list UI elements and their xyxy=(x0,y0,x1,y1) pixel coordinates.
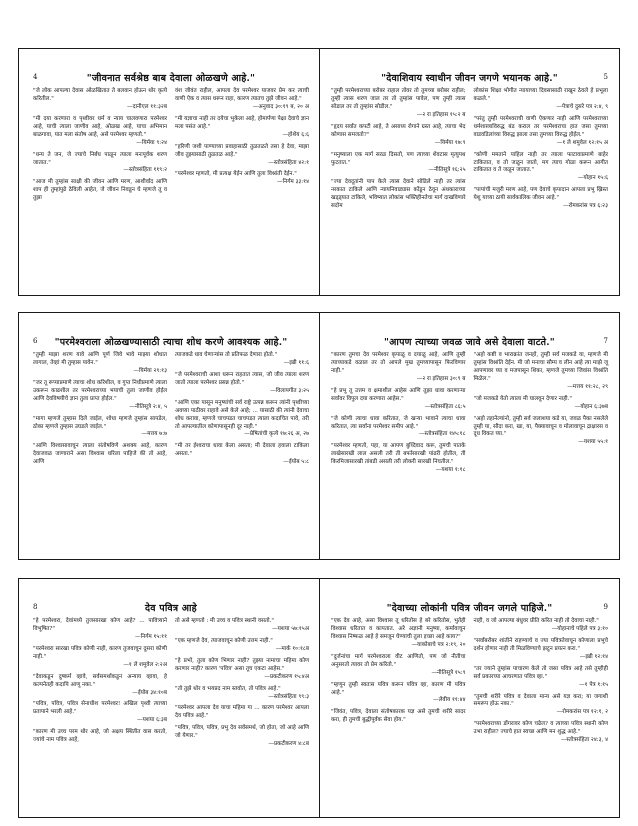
verse-text: "परंतु तुम्ही परमेश्वराची वाणी ऐकणार नाही आणि परमेश्वराच्या धर्मशास्त्राविरुद्ध बंड कराल तर परमेश्वराचा हात जसा तुमच्या वाडवडिलांच्या विरुद्ध झाला तसा तुमच्या विरुद्ध होईल." xyxy=(473,115,608,138)
verse-text: "पापांची मजुरी मरण आहे, पण देवाचे कृपादान आपला प्रभु ख्रिस्त येशू याच्या ठायी सार्वकालिक जीवन आहे." xyxy=(473,187,608,202)
verse-reference: —ईयोब ५:८ xyxy=(283,459,309,466)
verse-block xyxy=(175,705,309,721)
verse-reference: —स्तोत्रसंहिता ९९:३ xyxy=(268,693,309,700)
verse-reference: —प्रकटीकरण १५:४अ xyxy=(264,673,309,680)
verse-block xyxy=(33,674,167,698)
verse-reference: —नीतिसूत्रे १६:२५ xyxy=(428,167,466,174)
text-column xyxy=(474,618,609,749)
verse-text: "कारण तुमचा देव परमेश्वर कृपाळू व दयाळू आहे, आणि तुम्ही त्याच्याकडे वळाल तर तो आपले मुख तुमच्यापासून फिरविणार नाही." xyxy=(331,352,466,374)
verse-reference: —रोमकरांस पत्र १२:१, २ xyxy=(556,709,608,716)
verse-block xyxy=(33,116,167,148)
page-number: 5 xyxy=(603,73,608,81)
verse-reference: —नीतिसूत्रे १५:९ xyxy=(431,669,466,676)
page-4 xyxy=(19,49,320,295)
verse-reference: —निर्गम १५:११ xyxy=(135,633,167,640)
verse-reference: —मत्तय ७:७ xyxy=(141,431,167,438)
verse-block xyxy=(175,400,309,440)
verse-block xyxy=(33,729,167,745)
verse-text: "हे प्रभो, तुला कोण भिणार नाही? तुझ्या नामाचा महिमा कोण करणार नाही? कारण 'पवित्र' असा तूच एकटा आहेस." xyxy=(175,657,309,672)
verse-reference: —यिर्मया ९:२४ xyxy=(136,139,167,146)
verse-block xyxy=(175,116,309,140)
verse-block xyxy=(175,658,309,682)
text-columns xyxy=(331,352,608,479)
verse-text: "परमेश्वराच्या डोंगरावर कोण चढेल? व त्याच्या पवित्र स्थानी कोण उभा राहील? ज्याचे हात स्वच्छ आणि मन शुद्ध आहे." xyxy=(473,721,608,736)
text-columns xyxy=(331,618,608,749)
verse-block xyxy=(474,416,609,448)
verse-reference: —यशया ५५:१ xyxy=(578,439,608,446)
verse-text: "परमेश्वरा सारखा पवित्र कोणी नाही, कारण तुजवाचून दुसरा कोणी नाही." xyxy=(33,645,167,660)
verse-block xyxy=(474,666,609,690)
verse-text: "एक म्हणजे देव, त्याजवाचून कोणी उत्तम नाही." xyxy=(175,637,273,644)
verse-block xyxy=(33,152,167,176)
verse-block xyxy=(175,88,309,112)
verse-block xyxy=(33,88,167,112)
page-5 xyxy=(319,49,620,295)
verse-reference: —२ रा इतिहास ३०:९ ब xyxy=(416,375,466,382)
verse-text: "तर ज्याने तुम्हांस पाचारण केले तो जसा पवित्र आहे तसे तुम्हीही सर्व प्रकारच्या आचरणात पवित्र व्हा." xyxy=(473,665,608,680)
verse-text: "तुम्ही परमेश्वराच्या बरोबर राहाल तोवर तो तुमच्या बरोबर राहील; तुम्ही त्यास शरण जाल तर तो तुम्हांस पावेल, पण तुम्ही त्यास सोडाल तर तो तुम्हांस सोडील." xyxy=(331,88,466,110)
verse-text: लोकांस शिक्षा भोगीत न्यायाच्या दिवसासाठी राखून ठेवले हे प्रभूला कळले." xyxy=(473,88,608,102)
verse-text: "हे प्रभू तू उत्तम व क्षमाशील आहेस आणि तुझा धावा करणाऱ्या सर्वावर विपुल दया करणारा आहेस." xyxy=(331,387,466,402)
verse-block xyxy=(175,352,309,368)
verse-reference: —मत्तय ११:२८, २९ xyxy=(567,383,608,390)
verse-text: "मी यज्ञाचा नाही तर दयेचा भुकेला आहे, होमार्पणा पेक्षा देवाचे ज्ञान मला पसंत आहे." xyxy=(175,115,309,130)
verse-reference: —याकोबाचे पत्र २:१९, २० xyxy=(411,641,466,648)
verse-reference: —निर्गम ३३:१४ xyxy=(277,179,309,186)
verse-reference: —दानीएल ११:३२ब xyxy=(127,103,167,110)
verse-reference: —प्रेषितांची कृत्ये १७:२६ अ, २७ xyxy=(244,431,309,438)
verse-reference: —१ ले शमुवेल २:२अ xyxy=(123,661,167,668)
verse-reference: —स्तोत्रसंहिता ११९:२ xyxy=(123,167,167,174)
page-number: 7 xyxy=(603,337,608,345)
verse-block xyxy=(33,352,167,376)
verse-reference: —१ ले शमुवेल १२:१५ अ xyxy=(556,139,608,146)
verse-block xyxy=(474,352,609,392)
verse-reference: —मार्क १०:१८ब xyxy=(275,645,309,652)
verse-text: "तो तुझे थोर व भयप्रद नाम स्तवोत, तो पवित्र आहे." xyxy=(175,685,281,692)
verse-text: "हृदय सर्वांत कपटी आहे, ते असाध्य रोगाने ग्रस्त आहे, त्याचा भेद कोणास समजतो?" xyxy=(331,123,466,138)
verse-block xyxy=(474,396,609,412)
verse-text: "मी दया करणारा व पृथ्वीवर धर्म व न्याय चालवणारा परमेश्वर आहे, याची त्याला जाणीव आहे, ओळख आहे, याचा अभिमान बाळगावा, यात मला संतोष आहे, असे परमेश्वर म्हणतो." xyxy=(33,115,167,138)
verse-text: त्याजकडे धाव घेणाऱ्यांस तो प्रतिफळ देणारा होतो." xyxy=(175,352,278,358)
page-7 xyxy=(319,313,620,559)
verse-block xyxy=(474,88,609,112)
verse-reference: —स्तोत्रसंहिता २४:३, ४ xyxy=(560,737,608,744)
verse-text: "मागा म्हणजे तुम्हास दिले जाईल, शोधा म्हणजे तुम्हांस सापडेल, ठोका म्हणजे तुम्हास उघडले जाईल." xyxy=(33,415,167,430)
text-columns xyxy=(33,88,309,207)
verse-text: "आणि विश्वासावाचून त्याला संतोषविणे अशक्य आहे, कारण देवाजवळ जाणाराने असा विश्वास धरिला पाहिजे की तो आहे, आणि xyxy=(33,443,167,466)
page-title: "जीवनात सर्वश्रेष्ठ बाब देवाला ओळखणे आहे." xyxy=(86,73,256,84)
verse-block xyxy=(331,152,466,176)
page-number: 6 xyxy=(33,337,38,345)
verse-block xyxy=(175,725,309,749)
verse-block xyxy=(474,116,609,148)
spread-3 xyxy=(18,578,620,818)
text-column xyxy=(474,352,609,479)
verse-block xyxy=(33,701,167,725)
text-column xyxy=(474,88,609,215)
verse-block xyxy=(474,187,609,211)
verse-reference: —स्तोत्रसंहिता ८६:५ xyxy=(424,403,466,410)
verse-reference: —प्रकटीकरण ४:८ब xyxy=(268,741,309,748)
verse-block xyxy=(474,152,609,184)
verse-reference: —होशेय ६:६ xyxy=(282,131,309,138)
verse-reference: —योहानाचे पहिले पत्र ३:१० xyxy=(551,625,608,632)
verse-text: वंश जीवंत राहील, आपला देव परमेश्वर याजवर प्रेम कर त्याची वाणी ऐक व त्यास धरून राहा, कारण त्यातच तुझे जीवन आहे." xyxy=(175,88,309,102)
page-title: देव पवित्र आहे xyxy=(145,603,197,614)
verse-text: "धन्य ते जन, जे ज्याचे निर्बंध पाळून त्याला मनःपूर्वक शरण जातात." xyxy=(33,151,167,166)
verse-text: "एक देव आहे, असा विश्वास तू धरितोस हे बरे करितोस, भुतेही विश्वास धरितात व कापतात. अरे अज्ञानी मनुष्या, कर्मावाचून विश्वास निष्फळ आहे हे समजून घेण्याची तुला इच्छा आहे काय?" xyxy=(331,618,466,640)
verse-text: "परमेश्वर आपला देव याचा महिमा गा ... कारण परमेश्वर आपला देव पवित्र आहे." xyxy=(175,705,309,720)
page-title: "परमेश्वराला ओळखण्यासाठी त्याचा शोध करणे आवश्यक आहे." xyxy=(54,337,288,348)
verse-block xyxy=(331,618,466,650)
page-title: "देवाशिवाय स्वाधीन जीवन जगणे भयानक आहे." xyxy=(381,73,558,84)
verse-text: "आणि एका पासून मनुष्यांची सर्व राष्ट्रे उत्पन्न करून त्यांनी पृथ्वीच्या अवघ्या पाठीवर राहावे असे केले आहे; ... यासाठी की त्यांनी देवाचा शोध करावा, म्हणजे चाचपडत चाचपडत त्याला कदाचित पावे, तरी तो आपल्यातील कोणापासूनही दूर नाही." xyxy=(175,399,309,430)
verse-block xyxy=(474,721,609,745)
verse-reference: —यशया १:१८ xyxy=(435,467,466,474)
text-column xyxy=(331,88,466,215)
verse-reference: —१ पेत्र १:१५ xyxy=(579,681,608,688)
text-column xyxy=(33,88,167,207)
verse-block xyxy=(175,144,309,168)
verse-reference: —ईयोब ३४:१०ब xyxy=(132,689,167,696)
verse-block xyxy=(331,352,466,384)
text-column xyxy=(175,352,309,471)
verse-text: तो असे म्हणतो : मी उच्च व पवित्र स्थानी वसतो." xyxy=(175,618,274,624)
verse-text: "जे परमेश्वराची आशा धरून राहतात त्यास, जो जीव त्याला शरण जातो त्याला परमेश्वर प्रसन्न होतो." xyxy=(175,371,309,386)
verse-block xyxy=(33,179,167,203)
verse-block xyxy=(33,443,167,467)
page-8 xyxy=(19,579,320,817)
verse-block xyxy=(33,380,167,412)
verse-reference: —रोमकरांस पत्र ६:२३ xyxy=(563,203,608,210)
verse-text: "जे कोणी त्याचा धावा करितात, जे खऱ्या भावाने त्याचा धावा करितात, त्या सर्वांना परमेश्वर समीप आहे." xyxy=(331,415,466,430)
verse-text: "जर तू रूप्याप्रमाणे त्याचा शोध करिशील, व गुप्त निधीप्रमाणे त्याला उकरून काढशील तर परमेश्वराच्या भयाची तुला जाणीव होईल आणि देवविषयीचे ज्ञान तुला प्राप्त होईल." xyxy=(33,379,168,402)
verse-text: "जो मजकडे येतो त्याला मी घालवून देणार नाही." xyxy=(473,395,572,402)
verse-reference: —स्तोत्रसंहिता १४५:१८ xyxy=(418,431,466,438)
spread-2 xyxy=(18,312,620,560)
verse-reference: —यिर्मया २९:१३ xyxy=(133,367,167,374)
verse-reference: —नीतिसूत्रे २:४, ५ xyxy=(129,403,167,410)
verse-block xyxy=(331,388,466,412)
verse-block xyxy=(474,638,609,662)
verse-block xyxy=(33,618,167,642)
verse-block xyxy=(331,709,466,725)
verse-block xyxy=(175,638,309,654)
verse-reference: —इब्री १२:१४ xyxy=(579,653,608,660)
verse-block xyxy=(175,443,309,467)
verse-text: "तुमची शरीरे पवित्र व देवाला मान्य असे यज्ञ करा; या जगाशी समरूप होऊ नका." xyxy=(473,693,608,708)
verse-block xyxy=(331,124,466,148)
verse-text: "जे लोक आपल्या देवास ओळखितात ते बलवान होऊन थोर कृत्ये करितील." xyxy=(33,88,167,102)
verse-reference: —अनुवाद ३०:१९ ब, २० अ xyxy=(252,103,309,110)
verse-block xyxy=(175,171,309,187)
verse-text: "पवित्र, पवित्र, पवित्र सेनाधीश परमेश्वर! अखिल पृथ्वी त्याच्या प्रतापाने भरली आहे." xyxy=(33,701,167,716)
text-columns xyxy=(33,352,309,471)
verse-reference: —यशया ६:३ब xyxy=(136,717,167,724)
page-title: "आपण त्याच्या जवळ जावे असे देवाला वाटते." xyxy=(384,337,555,348)
verse-reference: —२ रा इतिहास १५:२ ब xyxy=(416,111,466,118)
page-title: "देवाच्या लोकांनी पवित्र जीवन जगले पाहिजे." xyxy=(386,603,553,614)
verse-text: नाही, व जो आपल्या बंधुवर प्रीति करित नाही तो देवाचा नाही." xyxy=(473,618,599,624)
verse-text: "मनुष्याला एक मार्ग सरळ दिसतो, पण त्याच्या शेवटास मृत्युपथ फुटतात." xyxy=(331,151,466,166)
verse-text: "दुर्जनांचा मार्ग परमेश्वराला वीट आणितो, पण जो नीतीचा अनुसरतो त्यावर तो प्रेम करितो." xyxy=(331,653,466,668)
text-column xyxy=(33,352,167,471)
verse-text: "पवित्र, पवित्र, पवित्र, प्रभु देव सर्वसमर्थ, जो होता, जो आहे आणि जो येणार." xyxy=(175,725,309,740)
verse-text: "अहो कष्टी व भाराक्रांत जनहो, तुम्ही सर्व मजकडे या, म्हणजे मी तुम्हांस विश्रांति देईन. मी जो मनाचा सौम्य व लीन आहे त्या माझे जू आपणावर घ्या व मजपासून शिका, म्हणजे तुमच्या जिवांस विश्रांति मिळेल." xyxy=(473,352,608,382)
verse-block xyxy=(331,682,466,706)
verse-reference: —स्तोत्रसंहिता ४२:१ xyxy=(268,159,309,166)
verse-block xyxy=(33,646,167,670)
verse-reference: —इब्री ११:६ xyxy=(283,359,309,366)
text-column xyxy=(331,618,466,749)
spread-1 xyxy=(18,48,620,296)
verse-reference: —योहान ६:३७ब xyxy=(574,403,608,410)
verse-text: "सर्वांबरोबर शांतीने राहण्याचे व ज्या पवित्रतेवाचून कोणाला प्रभूचे दर्शन होणार नाही ती मिळविण्याचे झटून प्रयत्न करा." xyxy=(473,637,608,652)
verse-text: "जिवंत, पवित्र, देवाला संतोषकारक यज्ञ असे तुमची शरीरे सादर करा, ही तुमची बुद्धीपूर्वक सेवा होय." xyxy=(331,709,466,724)
page-number: 8 xyxy=(33,603,38,611)
verse-block xyxy=(331,654,466,678)
verse-text: "कारण मी उच्च परम थोर आहे, जो अक्षय स्थितीत वास करतो, ज्यांचे नाम पवित्र आहे, xyxy=(33,729,167,744)
page-number: 4 xyxy=(33,73,38,81)
text-columns xyxy=(33,618,309,753)
verse-block xyxy=(474,694,609,718)
text-columns xyxy=(331,88,608,215)
verse-reference: —योहान १५:६ xyxy=(577,175,608,182)
verse-block xyxy=(175,686,309,702)
verse-block xyxy=(474,618,609,634)
verse-text: "कोणी ममताने पाहिल नाही तर त्याला फाटावाप्रमाणे बाहेर टाकितात, व तो जळून जातो, मग त्याच गोळा करून आगीत टाकितात व ते जळून जातात." xyxy=(473,151,608,174)
page-9 xyxy=(319,579,620,817)
verse-block xyxy=(331,443,466,475)
verse-text: "अहो तहानेल्यांनो, तुम्ही सर्व जलाशया कडे या, जवळ पैका नसलेले तुम्ही या, सौदा करा, खा, या, पैक्यावाचून व मोलावाचून द्राक्षारस व दूध विकत घ्या." xyxy=(473,415,608,438)
verse-text: "परमेश्वर म्हणतो, मी प्रत्यक्ष येईन आणि तुला विश्रांती देईन." xyxy=(175,171,297,178)
verse-block xyxy=(175,618,309,634)
verse-reference: —लेवीय ११:४४ xyxy=(433,697,466,704)
verse-text: "म्हणून तुम्ही स्वतःस पवित्र करून पवित्र व्हा, कारण मी पवित्र आहे." xyxy=(331,681,466,696)
verse-block xyxy=(33,416,167,440)
verse-reference: —विलापगीत ३:२५ xyxy=(270,387,309,394)
verse-reference: —पेत्राचे दुसरे पत्र २:४, ९ xyxy=(556,103,608,110)
verse-text: "देवाकडून दुष्कर्म व्हावे, सर्वसमर्थाकडून अन्याय व्हावा, हे कल्पनेतही कदापि आणू नका." xyxy=(33,673,167,688)
text-column xyxy=(331,352,466,479)
verse-text: "आज मी तुम्हांस साक्षी की जीवन आणि मरण, आशीर्वाद आणि शाप ही तुम्हांपुढे ठेविली आहेत, जे जीवन निवडून घे म्हणजे तू व तुझा xyxy=(33,179,167,202)
verse-text: "हरिणी जशी पाण्याच्या प्रवाहासाठी तुळतळते तसा हे देवा, माझा जीव तुझ्यासाठी तुळतळ आहे." xyxy=(175,143,309,158)
text-column xyxy=(175,618,309,753)
page-6 xyxy=(19,313,320,559)
verse-block xyxy=(331,179,466,211)
verse-block xyxy=(331,88,466,120)
verse-reference: —यिर्मया १७:९ xyxy=(434,139,466,146)
verse-text: "ज्या देवदूतांनी पाप केले त्यास देवाने सोडिले नाही तर त्यांस नरकात टाकिले आणि न्यायनिवाड्यास कोंडून ठेवून अंधकाराच्या खड्ड्यात टाकिले, भविष्यात लोकांस भक्तिहीनतेचा मार्ग दाखविणारे सदोम xyxy=(331,179,466,210)
verse-text: "मी तर ईश्वराचा धावा केला असता; मी देवाला हवाला टाकिला असता." xyxy=(175,443,309,458)
verse-block xyxy=(331,416,466,440)
page-number: 9 xyxy=(603,603,608,611)
verse-block xyxy=(175,372,309,396)
verse-text: "हे परमेश्वरा, देवांमध्ये तुजसारखा कोण आहे? ... पावित्र्याने विभूषित?" xyxy=(33,618,167,632)
verse-text: "तुम्ही माझा शरण यावे आणि पूर्ण जिवे भावे माझ्या शोधात लागाल, तेव्हां मी तुम्हास पावेन." xyxy=(33,352,167,366)
verse-reference: —यशया ५७:१५अ xyxy=(272,625,309,632)
verse-text: "परमेश्वर म्हणतो, पहा, या आपण बुध्दिवाद करू, तुमची पातके लाखेसारखी लाल असली तरी ती बर्फासारखी पांढरी होतील, ती किरमिजासारखी तांबडी असली तरी लोकरी सारखी निघतील." xyxy=(331,443,466,466)
text-column xyxy=(33,618,167,753)
text-column xyxy=(175,88,309,207)
